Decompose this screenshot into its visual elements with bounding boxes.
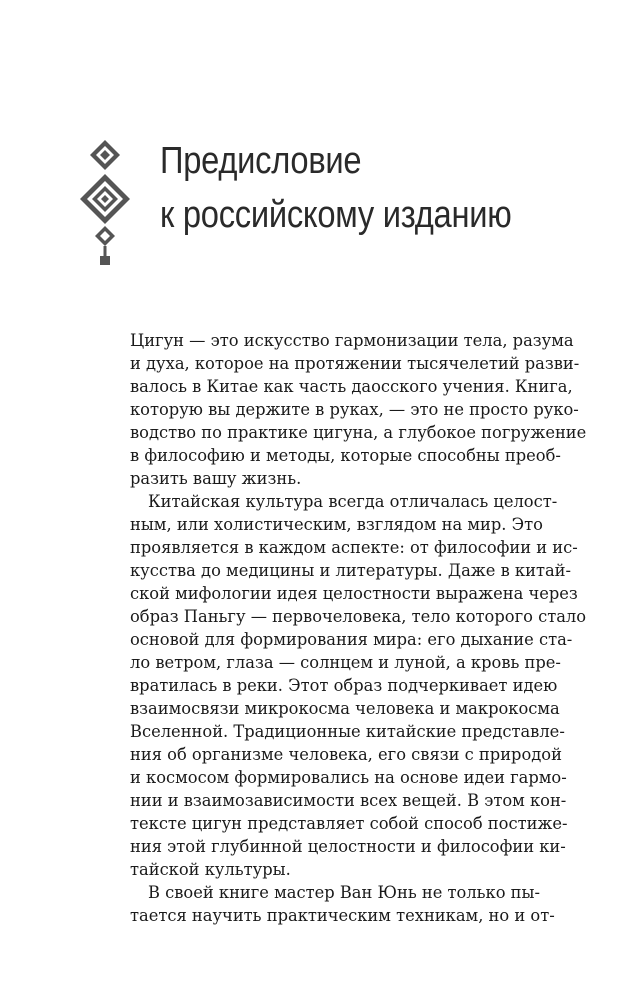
body-text xyxy=(130,329,587,927)
paragraph-line: в философию и методы, которые способны преоб- xyxy=(130,446,561,465)
chapter-title xyxy=(160,134,512,242)
paragraph-line: водство по практике цигуна, а глубокое погружение xyxy=(130,423,587,442)
diamond-ornament-icon xyxy=(78,136,132,270)
paragraph-line: В своей книге мастер Ван Юнь не только пы- xyxy=(148,883,540,902)
paragraph-line: нии и взаимозависимости всех вещей. В этом кон- xyxy=(130,791,567,810)
chapter-title-line-1: Предисловие xyxy=(160,140,362,182)
paragraph-line: взаимосвязи микрокосма человека и макрокосма xyxy=(130,699,560,718)
paragraph-line: которую вы держите в руках, — это не просто руко- xyxy=(130,400,579,419)
paragraph-line: Вселенной. Традиционные китайские представле- xyxy=(130,722,565,741)
paragraph-line: Цигун — это искусство гармонизации тела, разума xyxy=(130,331,574,350)
paragraph-line: и космосом формировались на основе идеи гармо- xyxy=(130,768,567,787)
paragraph-line: ло ветром, глаза — солнцем и луной, а кровь пре- xyxy=(130,653,561,672)
chapter-title-line-2: к российскому изданию xyxy=(160,194,512,236)
paragraph-line: ния этой глубинной целостности и философии ки- xyxy=(130,837,566,856)
paragraph-line: тается научить практическим техникам, но и от- xyxy=(130,906,555,925)
paragraph-line: Китайская культура всегда отличалась целост- xyxy=(148,492,558,511)
paragraph-line: тексте цигун представляет собой способ постиже- xyxy=(130,814,568,833)
paragraph-line: ным, или холистическим, взглядом на мир. Это xyxy=(130,515,543,534)
paragraph-line: ния об организме человека, его связи с природой xyxy=(130,745,562,764)
paragraph-line: тайской культуры. xyxy=(130,860,291,879)
paragraph-line: валось в Китае как часть даосского учения. Книга, xyxy=(130,377,573,396)
paragraph-line: ской мифологии идея целостности выражена через xyxy=(130,584,578,603)
paragraph-line: и духа, которое на протяжении тысячелетий разви- xyxy=(130,354,580,373)
paragraph-line: разить вашу жизнь. xyxy=(130,469,302,488)
paragraph-line: кусства до медицины и литературы. Даже в китай- xyxy=(130,561,572,580)
paragraph-line: вратилась в реки. Этот образ подчеркивает идею xyxy=(130,676,558,695)
paragraph-line: проявляется в каждом аспекте: от философии и ис- xyxy=(130,538,578,557)
paragraph-line: основой для формирования мира: его дыхание ста- xyxy=(130,630,573,649)
paragraph-line: образ Паньгу — первочеловека, тело которого стало xyxy=(130,607,587,626)
